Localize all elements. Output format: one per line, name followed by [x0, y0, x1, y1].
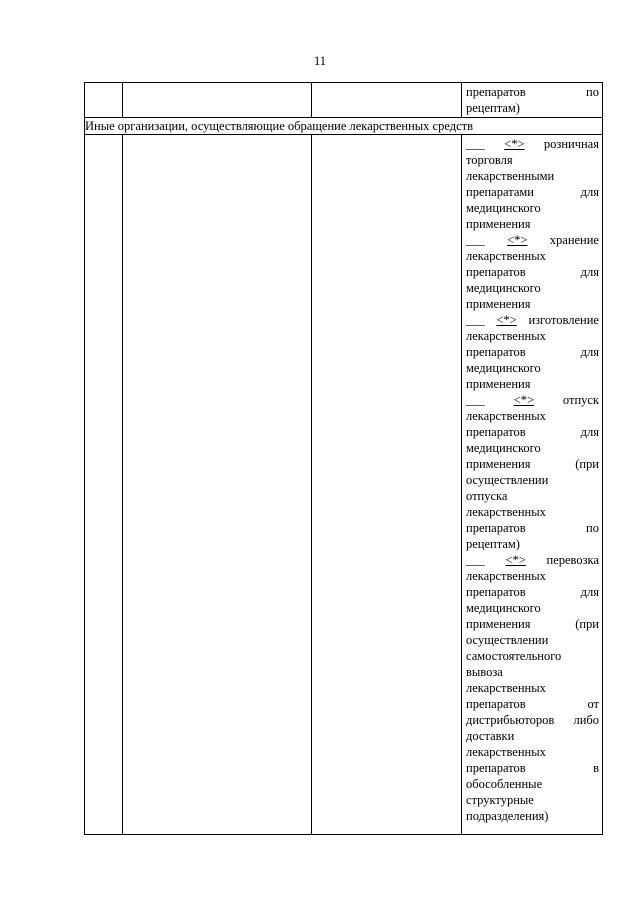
text-line: вывоза [466, 665, 503, 679]
footnote-marker: <*> [513, 393, 534, 407]
activity-text [462, 83, 602, 117]
text-line: применения (при [466, 457, 599, 471]
text-line: самостоятельного [466, 649, 562, 663]
text-line: лекарственными [466, 169, 555, 183]
activity-name: перевозка [546, 553, 599, 567]
text-line: препаратами для [466, 185, 599, 199]
text-line: применения [466, 217, 531, 231]
section-header-row [85, 118, 603, 135]
text-line: лекарственных [466, 569, 546, 583]
text-line: структурные [466, 793, 534, 807]
text-line: применения [466, 377, 531, 391]
text-line: препаратов по [466, 85, 599, 99]
text-line: препаратов для [466, 425, 599, 439]
activity-item-header [466, 136, 599, 152]
text-line: осуществлении [466, 633, 549, 647]
footnote-marker: <*> [505, 553, 526, 567]
text-line: применения [466, 297, 531, 311]
text-line: медицинского [466, 441, 541, 455]
text-line: препаратов для [466, 585, 599, 599]
blank-field: ___ [466, 137, 485, 151]
table-row-organizations [85, 135, 603, 835]
activity-name: розничная [543, 137, 599, 151]
text-line: рецептам) [466, 101, 520, 115]
cell-activities [462, 83, 603, 118]
cell-activities [462, 135, 603, 835]
footnote-marker: <*> [504, 137, 525, 151]
text-line: препаратов по [466, 521, 599, 535]
footnote-marker: <*> [507, 233, 528, 247]
license-activities-table [84, 82, 603, 835]
blank-field: ___ [466, 313, 485, 327]
text-line: лекарственных [466, 681, 546, 695]
text-line: рецептам) [466, 537, 520, 551]
blank-field: ___ [466, 233, 485, 247]
text-line: торговля [466, 153, 513, 167]
text-line: осуществлении [466, 473, 549, 487]
section-header-text: Иные организации, осуществляющие обращение лекарственных средств [85, 119, 473, 133]
text-line: применения (при [466, 617, 599, 631]
text-line: подразделения) [466, 809, 549, 823]
cell-address [312, 83, 462, 118]
activity-item-header [466, 552, 599, 568]
text-line: лекарственных [466, 745, 546, 759]
cell-name [123, 135, 312, 835]
activity-name: отпуск [562, 393, 599, 407]
activity-list [462, 135, 602, 825]
text-line: отпуска [466, 489, 508, 503]
text-line: лекарственных [466, 329, 546, 343]
page-number: 11 [313, 54, 327, 68]
cell-number [85, 83, 123, 118]
activity-item-header [466, 312, 599, 328]
text-line: медицинского [466, 361, 541, 375]
text-line: препаратов для [466, 345, 599, 359]
text-line: препаратов в [466, 761, 599, 775]
activity-name: хранение [549, 233, 599, 247]
cell-number [85, 135, 123, 835]
text-line: лекарственных [466, 505, 546, 519]
text-line: препаратов для [466, 265, 599, 279]
section-header [85, 118, 603, 135]
blank-field: ___ [466, 553, 485, 567]
text-line: обособленные [466, 777, 543, 791]
activity-name: изготовление [528, 313, 599, 327]
cell-name [123, 83, 312, 118]
footnote-marker: <*> [496, 313, 517, 327]
activity-item-header [466, 392, 599, 408]
text-line: лекарственных [466, 409, 546, 423]
text-line: медицинского [466, 201, 541, 215]
text-line: медицинского [466, 601, 541, 615]
text-line: лекарственных [466, 249, 546, 263]
blank-field: ___ [466, 393, 485, 407]
text-line: препаратов от [466, 697, 599, 711]
table-row-continuation [85, 83, 603, 118]
text-line: медицинского [466, 281, 541, 295]
cell-address [312, 135, 462, 835]
text-line: доставки [466, 729, 515, 743]
text-line: дистрибьюторов либо [466, 713, 599, 727]
activity-item-header [466, 232, 599, 248]
